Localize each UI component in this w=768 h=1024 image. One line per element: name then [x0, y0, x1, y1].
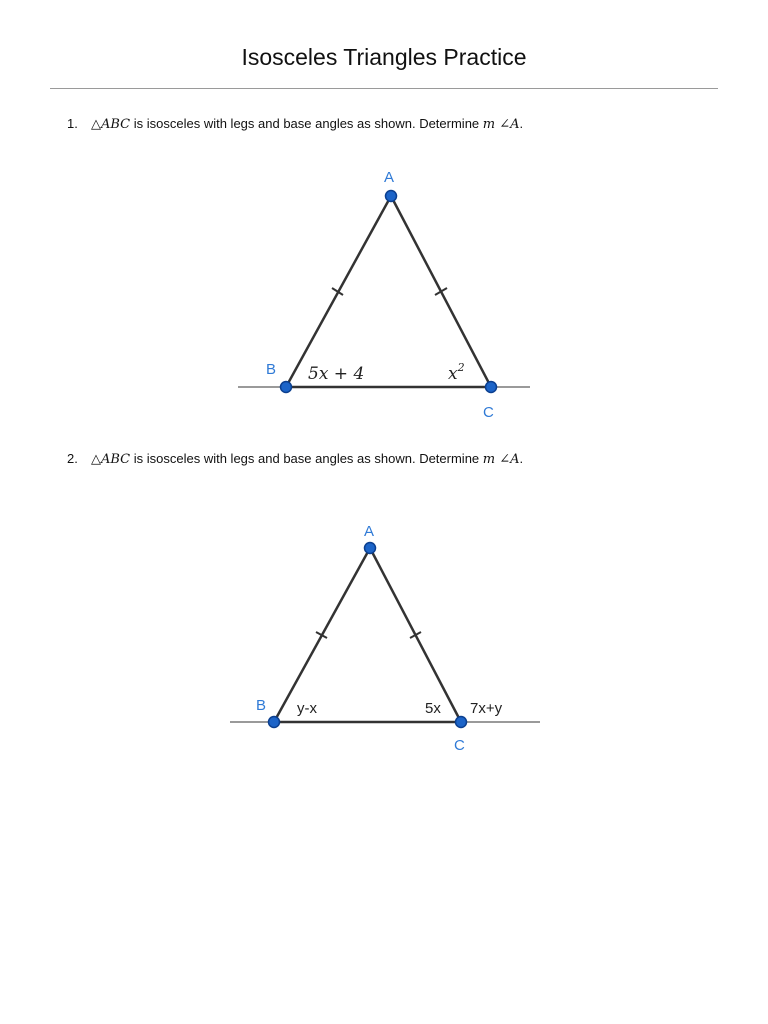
point-a [386, 191, 397, 202]
label-c: C [483, 404, 494, 421]
question-1-end: . [519, 116, 524, 131]
label-b: B [256, 697, 267, 714]
angle-b-expression: y-x [297, 700, 317, 717]
angle-c-exponent: 2 [457, 361, 465, 374]
label-a: A [384, 169, 395, 186]
question-1-triangle: △ABC [91, 117, 131, 132]
triangle-diagram-2 [0, 510, 768, 800]
triangle-diagram-1 [0, 160, 768, 450]
angle-c-base: x [448, 364, 458, 384]
question-1-target: m ∠A [482, 117, 520, 132]
angle-b-expression: 5x + 4 [308, 364, 365, 384]
point-c [486, 382, 497, 393]
angle-c-expression: 5x [425, 700, 441, 717]
question-2-triangle: △ABC [91, 452, 131, 467]
angle-c-expression [448, 361, 465, 384]
label-b: B [266, 361, 277, 378]
page-title: Isosceles Triangles Practice [241, 44, 527, 70]
point-b [281, 382, 292, 393]
label-a: A [364, 523, 375, 540]
exterior-angle-expression: 7x+y [470, 700, 503, 717]
question-2-number: 2. [67, 451, 78, 466]
question-2-target: m ∠A [482, 452, 520, 467]
question-2-text: is isosceles with legs and base angles as shown. Determine [130, 451, 483, 466]
point-c [456, 717, 467, 728]
question-1-text: is isosceles with legs and base angles as shown. Determine [130, 116, 483, 131]
point-a [365, 543, 376, 554]
question-2-prompt [67, 451, 523, 468]
question-1-prompt [67, 116, 523, 133]
question-1-number: 1. [67, 116, 78, 131]
point-b [269, 717, 280, 728]
question-2-end: . [519, 451, 524, 466]
label-c: C [454, 737, 465, 754]
title-divider [50, 88, 718, 89]
